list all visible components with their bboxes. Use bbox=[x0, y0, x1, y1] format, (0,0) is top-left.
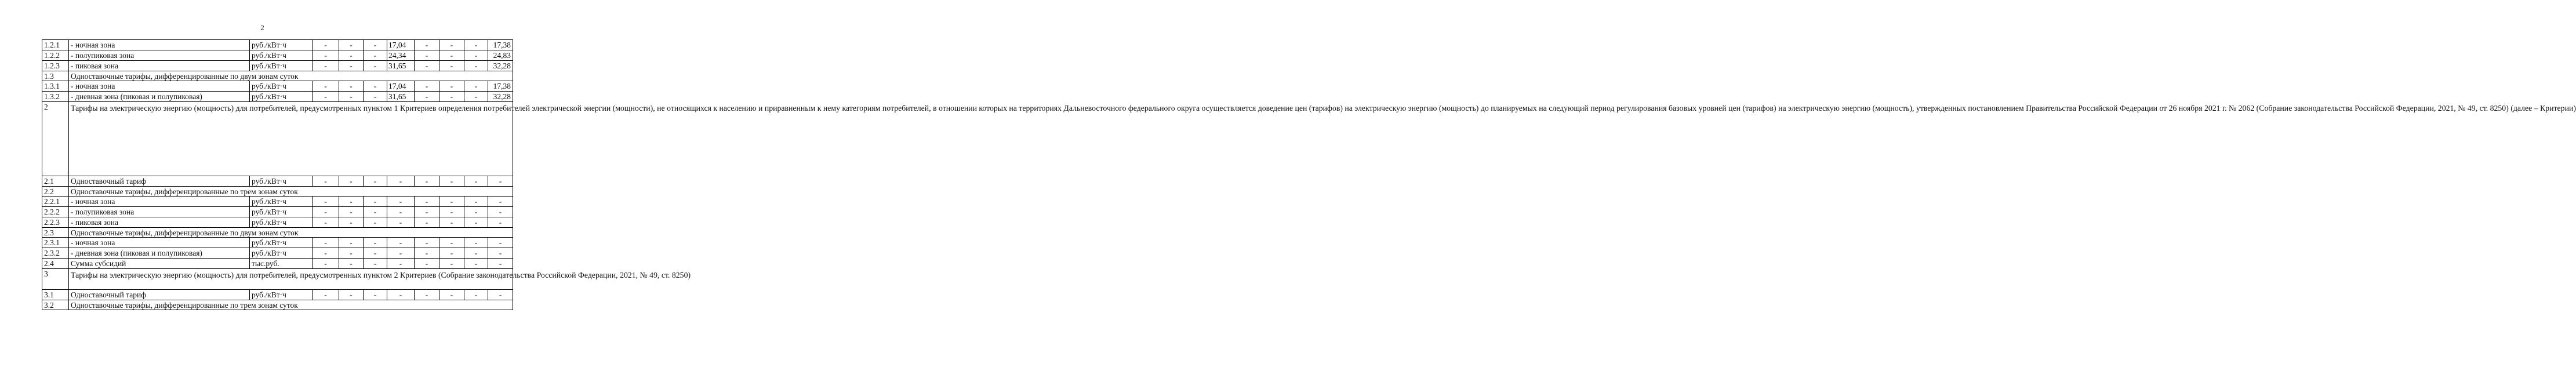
value-cell: - bbox=[488, 217, 513, 228]
row-number: 2.3 bbox=[42, 228, 69, 238]
value-cell: - bbox=[339, 259, 364, 269]
value-cell: - bbox=[464, 61, 488, 71]
row-number: 1.2.2 bbox=[42, 50, 69, 61]
row-name: Одноставочный тариф bbox=[69, 290, 250, 300]
value-cell: - bbox=[339, 217, 364, 228]
value-cell: - bbox=[415, 259, 439, 269]
subsection-heading: Одноставочные тарифы, дифференцированные по трем зонам суток bbox=[69, 187, 513, 197]
page-number: 2 bbox=[260, 23, 264, 32]
value-cell: - bbox=[415, 176, 439, 187]
value-cell: - bbox=[439, 92, 464, 102]
value-cell: - bbox=[439, 81, 464, 92]
value-cell: - bbox=[364, 217, 387, 228]
value-cell: - bbox=[339, 248, 364, 259]
value-cell: - bbox=[313, 207, 339, 217]
value-cell: - bbox=[364, 207, 387, 217]
value-cell: 17,38 bbox=[488, 40, 513, 50]
value-cell: - bbox=[488, 248, 513, 259]
value-cell: - bbox=[313, 50, 339, 61]
value-cell: 32,28 bbox=[488, 61, 513, 71]
row-number: 3.2 bbox=[42, 300, 69, 310]
value-cell: - bbox=[464, 40, 488, 50]
value-cell: - bbox=[339, 61, 364, 71]
row-number: 1.2.1 bbox=[42, 40, 69, 50]
value-cell: - bbox=[364, 248, 387, 259]
value-cell: - bbox=[387, 176, 415, 187]
row-number: 1.3.1 bbox=[42, 81, 69, 92]
value-cell: - bbox=[339, 81, 364, 92]
row-unit: руб./кВт·ч bbox=[250, 61, 313, 71]
table-row bbox=[42, 176, 513, 187]
value-cell: - bbox=[439, 238, 464, 248]
value-cell: - bbox=[488, 238, 513, 248]
value-cell: - bbox=[387, 207, 415, 217]
row-name: - полупиковая зона bbox=[69, 207, 250, 217]
value-cell: - bbox=[313, 40, 339, 50]
table-row bbox=[42, 50, 513, 61]
value-cell: - bbox=[488, 176, 513, 187]
subsection-heading: Одноставочные тарифы, дифференцированные по трем зонам суток bbox=[69, 300, 513, 310]
value-cell: - bbox=[387, 290, 415, 300]
row-name: Одноставочный тариф bbox=[69, 176, 250, 187]
row-number: 2.2.1 bbox=[42, 197, 69, 207]
table-row bbox=[42, 290, 513, 300]
table-row bbox=[42, 300, 513, 310]
row-number: 2.4 bbox=[42, 259, 69, 269]
value-cell: - bbox=[313, 81, 339, 92]
value-cell: - bbox=[339, 197, 364, 207]
value-cell: - bbox=[339, 176, 364, 187]
value-cell: - bbox=[439, 259, 464, 269]
value-cell: - bbox=[415, 238, 439, 248]
value-cell: 31,65 bbox=[387, 61, 415, 71]
value-cell: - bbox=[439, 50, 464, 61]
row-number: 2 bbox=[42, 102, 69, 176]
value-cell: - bbox=[488, 207, 513, 217]
table-row bbox=[42, 248, 513, 259]
value-cell: - bbox=[339, 50, 364, 61]
row-number: 2.3.1 bbox=[42, 238, 69, 248]
table-row bbox=[42, 197, 513, 207]
value-cell: - bbox=[387, 259, 415, 269]
value-cell: - bbox=[488, 259, 513, 269]
value-cell: - bbox=[464, 81, 488, 92]
value-cell: - bbox=[439, 176, 464, 187]
row-unit: руб./кВт·ч bbox=[250, 40, 313, 50]
table-row bbox=[42, 238, 513, 248]
value-cell: - bbox=[313, 92, 339, 102]
value-cell: - bbox=[364, 81, 387, 92]
row-name: - пиковая зона bbox=[69, 217, 250, 228]
row-unit: руб./кВт·ч bbox=[250, 290, 313, 300]
tariff-table bbox=[42, 39, 2576, 310]
table-row bbox=[42, 269, 513, 290]
value-cell: 31,65 bbox=[387, 92, 415, 102]
value-cell: - bbox=[439, 290, 464, 300]
value-cell: - bbox=[313, 217, 339, 228]
row-number: 2.2.2 bbox=[42, 207, 69, 217]
row-name: - ночная зона bbox=[69, 238, 250, 248]
value-cell: - bbox=[339, 92, 364, 102]
value-cell: - bbox=[364, 50, 387, 61]
row-name: - ночная зона bbox=[69, 40, 250, 50]
row-unit: руб./кВт·ч bbox=[250, 207, 313, 217]
row-name: - полупиковая зона bbox=[69, 50, 250, 61]
value-cell: - bbox=[464, 176, 488, 187]
table-row bbox=[42, 92, 513, 102]
value-cell: - bbox=[339, 40, 364, 50]
subsection-heading: Одноставочные тарифы, дифференцированные по двум зонам суток bbox=[69, 228, 513, 238]
row-unit: тыс.руб. bbox=[250, 259, 313, 269]
row-number: 2.1 bbox=[42, 176, 69, 187]
value-cell: - bbox=[313, 238, 339, 248]
value-cell: 24,83 bbox=[488, 50, 513, 61]
value-cell: - bbox=[464, 207, 488, 217]
value-cell: - bbox=[387, 197, 415, 207]
table-row bbox=[42, 207, 513, 217]
row-unit: руб./кВт·ч bbox=[250, 238, 313, 248]
row-name: - дневная зона (пиковая и полупиковая) bbox=[69, 92, 250, 102]
value-cell: - bbox=[415, 50, 439, 61]
row-number: 1.2.3 bbox=[42, 61, 69, 71]
value-cell: 24,34 bbox=[387, 50, 415, 61]
value-cell: 17,04 bbox=[387, 81, 415, 92]
value-cell: - bbox=[339, 290, 364, 300]
row-name: - ночная зона bbox=[69, 81, 250, 92]
table-row bbox=[42, 81, 513, 92]
value-cell: - bbox=[464, 50, 488, 61]
value-cell: - bbox=[464, 290, 488, 300]
value-cell: - bbox=[313, 197, 339, 207]
value-cell: - bbox=[339, 238, 364, 248]
table-row bbox=[42, 259, 513, 269]
value-cell: - bbox=[313, 259, 339, 269]
value-cell: - bbox=[415, 290, 439, 300]
value-cell: - bbox=[488, 290, 513, 300]
value-cell: - bbox=[364, 61, 387, 71]
row-unit: руб./кВт·ч bbox=[250, 248, 313, 259]
value-cell: - bbox=[364, 92, 387, 102]
row-number: 3 bbox=[42, 269, 69, 290]
value-cell: - bbox=[415, 92, 439, 102]
value-cell: - bbox=[313, 248, 339, 259]
row-unit: руб./кВт·ч bbox=[250, 197, 313, 207]
value-cell: - bbox=[364, 259, 387, 269]
row-name: - ночная зона bbox=[69, 197, 250, 207]
row-name: - дневная зона (пиковая и полупиковая) bbox=[69, 248, 250, 259]
value-cell: - bbox=[313, 290, 339, 300]
row-unit: руб./кВт·ч bbox=[250, 81, 313, 92]
value-cell: 17,38 bbox=[488, 81, 513, 92]
value-cell: - bbox=[364, 176, 387, 187]
value-cell: - bbox=[364, 40, 387, 50]
value-cell: - bbox=[415, 248, 439, 259]
value-cell: - bbox=[387, 217, 415, 228]
subsection-heading: Одноставочные тарифы, дифференцированные по двум зонам суток bbox=[69, 71, 513, 81]
value-cell: 17,04 bbox=[387, 40, 415, 50]
value-cell: - bbox=[364, 238, 387, 248]
section-heading: Тарифы на электрическую энергию (мощность) для потребителей, предусмотренных пунктом 2 Критериев (Собрание законодательства Российской Федерации, 2021, № 49, ст. 8250) bbox=[69, 269, 513, 290]
table-row bbox=[42, 102, 513, 176]
row-number: 2.3.2 bbox=[42, 248, 69, 259]
value-cell: - bbox=[488, 197, 513, 207]
value-cell: - bbox=[464, 197, 488, 207]
value-cell: - bbox=[464, 238, 488, 248]
row-unit: руб./кВт·ч bbox=[250, 92, 313, 102]
section-heading: Тарифы на электрическую энергию (мощность) для потребителей, предусмотренных пунктом 1 Критериев определения потребителей электрической энергии (мощности), не относящихся к населению и приравненным к нему категориям потребителей, в отношении которых на территориях Дальневосточного федерального округа осуществляется доведение цен (тарифов) на электрическую энергию (мощность) до планируемых на следующий период регулирования базовых уровней цен (тарифов) на электрическую энергию (мощность), утвержденных постановлением Правительства Российской Федерации от 26 ноября 2021 г. № 2062 (Собрание законодательства Российской Федерации, 2021, № 49, ст. 8250) (далее – Критерии) bbox=[69, 102, 513, 176]
value-cell: - bbox=[364, 197, 387, 207]
row-number: 2.2.3 bbox=[42, 217, 69, 228]
value-cell: - bbox=[415, 197, 439, 207]
row-number: 1.3.2 bbox=[42, 92, 69, 102]
value-cell: - bbox=[364, 290, 387, 300]
value-cell: - bbox=[439, 207, 464, 217]
table-row bbox=[42, 217, 513, 228]
row-name: Сумма субсидий bbox=[69, 259, 250, 269]
value-cell: - bbox=[464, 248, 488, 259]
value-cell: - bbox=[387, 238, 415, 248]
value-cell: - bbox=[464, 259, 488, 269]
value-cell: - bbox=[415, 40, 439, 50]
row-number: 3.1 bbox=[42, 290, 69, 300]
row-unit: руб./кВт·ч bbox=[250, 50, 313, 61]
row-name: - пиковая зона bbox=[69, 61, 250, 71]
table-row bbox=[42, 40, 513, 50]
table-row bbox=[42, 61, 513, 71]
value-cell: - bbox=[387, 248, 415, 259]
value-cell: - bbox=[464, 217, 488, 228]
row-number: 1.3 bbox=[42, 71, 69, 81]
value-cell: - bbox=[415, 217, 439, 228]
value-cell: - bbox=[313, 61, 339, 71]
value-cell: - bbox=[464, 92, 488, 102]
value-cell: - bbox=[439, 217, 464, 228]
value-cell: - bbox=[339, 207, 364, 217]
table-row bbox=[42, 187, 513, 197]
value-cell: - bbox=[439, 248, 464, 259]
value-cell: - bbox=[439, 197, 464, 207]
row-unit: руб./кВт·ч bbox=[250, 217, 313, 228]
value-cell: - bbox=[439, 40, 464, 50]
value-cell: - bbox=[313, 176, 339, 187]
row-unit: руб./кВт·ч bbox=[250, 176, 313, 187]
value-cell: - bbox=[415, 81, 439, 92]
table-row bbox=[42, 228, 513, 238]
value-cell: - bbox=[415, 207, 439, 217]
value-cell: - bbox=[415, 61, 439, 71]
value-cell: 32,28 bbox=[488, 92, 513, 102]
table-row bbox=[42, 71, 513, 81]
value-cell: - bbox=[439, 61, 464, 71]
row-number: 2.2 bbox=[42, 187, 69, 197]
